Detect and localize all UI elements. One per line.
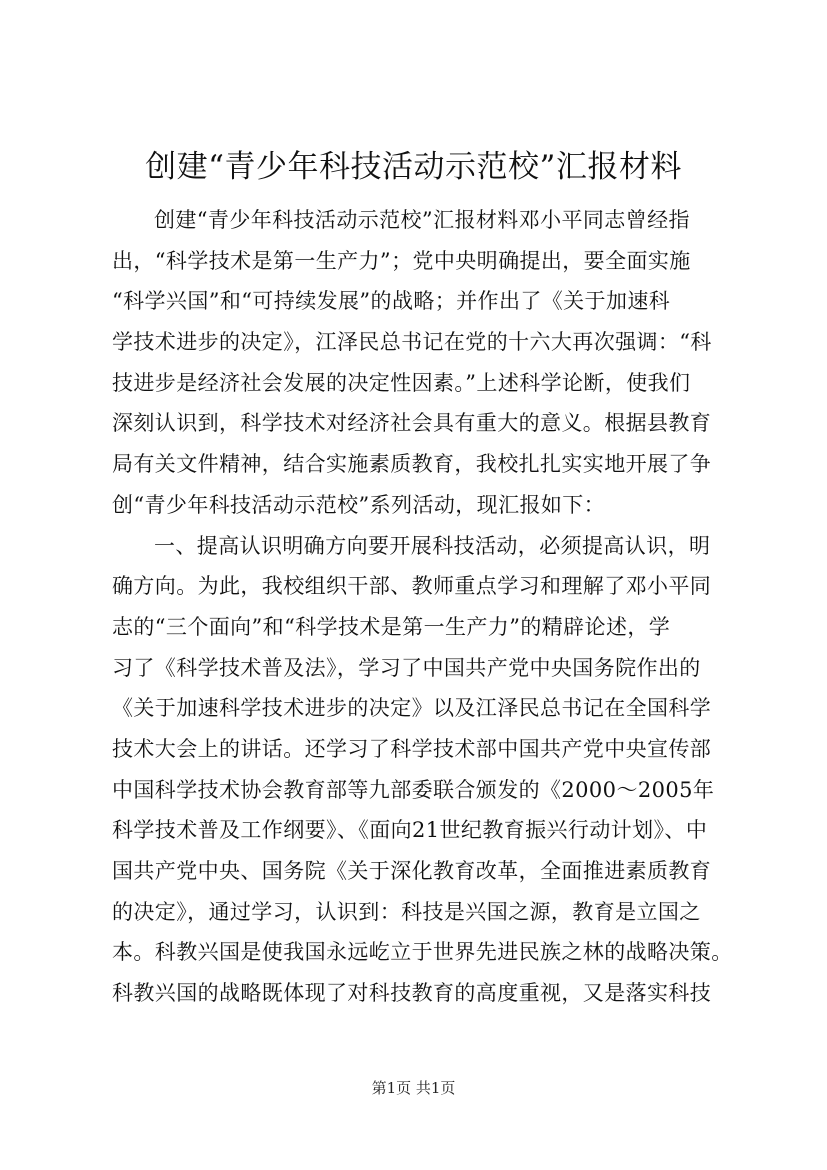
- paragraph-1-line-2: 出，“科学技术是第一生产力”；党中央明确提出，要全面实施: [112, 248, 691, 273]
- paragraph-1-line-1: 创建“青少年科技活动示范校”汇报材料邓小平同志曾经指: [154, 208, 690, 232]
- paragraph-2-line-11: 本。科教兴国是使我国永远屹立于世界先进民族之林的战略决策。: [112, 940, 733, 965]
- paragraph-1-line-7: 局有关文件精神，结合实施素质教育，我校扎扎实实地开展了争: [112, 452, 712, 477]
- paragraph-2-line-1: 一、提高认识明确方向要开展科技活动，必须提高认识，明: [154, 533, 711, 558]
- document-body: [112, 200, 733, 1014]
- page-number: 第1页 共1页: [371, 1079, 456, 1097]
- paragraph-2-line-5: 《关于加速科学技术进步的决定》以及江泽民总书记在全国科学: [112, 696, 712, 721]
- paragraph-2-line-7: 中国科学技术协会教育部等九部委联合颁发的《2000～2005年: [112, 777, 715, 802]
- paragraph-2-line-2: 确方向。为此，我校组织干部、教师重点学习和理解了邓小平同: [112, 574, 712, 599]
- paragraph-1-line-5: 技进步是经济社会发展的决定性因素。”上述科学论断，使我们: [112, 370, 691, 395]
- paragraph-1-line-4: 学技术进步的决定》，江泽民总书记在党的十六大再次强调：“科: [112, 330, 712, 355]
- paragraph-1-line-3: “科学兴国”和“可持续发展”的战略；并作出了《关于加速科: [112, 289, 671, 314]
- paragraph-2-line-9: 国共产党中央、国务院《关于深化教育改革，全面推进素质教育: [112, 859, 712, 883]
- paragraph-2-line-6: 技术大会上的讲话。还学习了科学技术部中国共产党中央宣传部: [112, 736, 712, 761]
- paragraph-2-line-3: 志的“三个面向”和“科学技术是第一生产力”的精辟论述，学: [112, 614, 671, 639]
- paragraph-2-line-12: 科教兴国的战略既体现了对科技教育的高度重视，又是落实科技: [112, 981, 712, 1006]
- paragraph-2-line-4: 习了《科学技术普及法》，学习了中国共产党中央国务院作出的: [112, 655, 701, 680]
- paragraph-1-line-6: 深刻认识到，科学技术对经济社会具有重大的意义。根据县教育: [112, 411, 712, 436]
- document-title: 创建“青少年科技活动示范校”汇报材料: [145, 149, 682, 185]
- paragraph-2-line-8: 科学技术普及工作纲要》、《面向21世纪教育振兴行动计划》、中: [112, 818, 708, 843]
- paragraph-1-line-8: 创“青少年科技活动示范校”系列活动，现汇报如下：: [112, 492, 606, 517]
- paragraph-2-line-10: 的决定》，通过学习，认识到：科技是兴国之源，教育是立国之: [112, 899, 701, 924]
